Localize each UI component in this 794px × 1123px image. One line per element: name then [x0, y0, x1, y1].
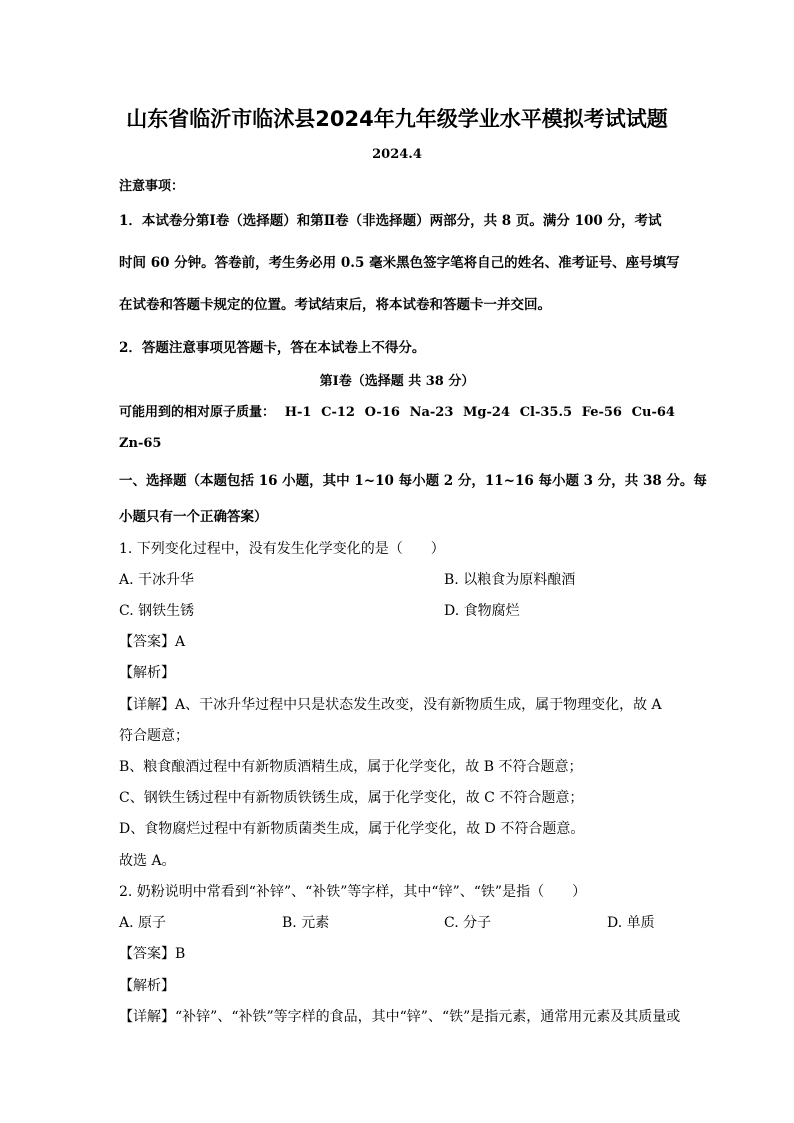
section1-heading: 第Ⅰ卷（选择题 共 38 分）: [319, 374, 475, 389]
notice-item1-line2: 时间 60 分钟。答卷前，考生务必用 0.5 毫米黑色签字笔将自己的姓名、准考证号、座号填写: [119, 255, 680, 271]
q2-answer: 【答案】B: [119, 946, 186, 962]
atomic-mass-na: Na-23: [409, 405, 454, 420]
part1-heading-line2: 小题只有一个正确答案）: [119, 509, 268, 525]
q1-detail-line2: 符合题意；: [119, 728, 189, 744]
q1-option-a: A. 干冰升华: [119, 572, 195, 588]
q2-option-c: C. 分子: [444, 915, 492, 931]
q1-stem: 1. 下列变化过程中，没有发生化学变化的是（ ）: [119, 541, 445, 557]
atomic-mass-zn: Zn-65: [119, 436, 162, 451]
q1-detail-line6: 故选 A。: [119, 853, 176, 869]
q2-stem: 2. 奶粉说明中常看到“补锌”、“补铁”等字样，其中“锌”、“铁”是指（ ）: [119, 884, 587, 900]
notice-heading: 注意事项：: [119, 179, 185, 194]
part1-heading-line1: 一、选择题（本题包括 16 小题，其中 1~10 每小题 2 分，11~16 每小题 3 分，共 38 分。每: [119, 473, 707, 489]
atomic-mass-cl: Cl-35.5: [519, 405, 573, 420]
q1-detail-line1: 【详解】A、干冰升华过程中只是状态发生改变，没有新物质生成，属于物理变化，故 A: [119, 697, 662, 713]
atomic-mass-cu: Cu-64: [631, 405, 675, 420]
atomic-mass-c: C-12: [321, 405, 355, 420]
q1-detail-line4: C、钢铁生锈过程中有新物质铁锈生成，属于化学变化，故 C 不符合题意；: [119, 790, 584, 806]
q1-detail-line5: D、食物腐烂过程中有新物质菌类生成，属于化学变化，故 D 不符合题意。: [119, 821, 585, 837]
notice-item1-line1: 1．本试卷分第Ⅰ卷（选择题）和第Ⅱ卷（非选择题）两部分，共 8 页。满分 100 分，考试: [119, 213, 662, 229]
atomic-mass-line: [119, 403, 675, 423]
atomic-mass-fe: Fe-56: [581, 405, 622, 420]
q1-analysis: 【解析】: [119, 665, 175, 681]
notice-item2: 2．答题注意事项见答题卡，答在本试卷上不得分。: [119, 340, 426, 356]
q2-detail-line1: 【详解】“补锌”、“补铁”等字样的食品，其中“锌”、“铁”是指元素，通常用元素及其质量或: [119, 1009, 681, 1025]
q2-option-b: B. 元素: [282, 915, 330, 931]
q1-detail-line3: B、粮食酿酒过程中有新物质酒精生成，属于化学变化，故 B 不符合题意；: [119, 759, 583, 775]
atomic-mass-o: O-16: [364, 405, 400, 420]
exam-date: 2024.4: [372, 147, 422, 162]
atomic-mass-mg: Mg-24: [463, 405, 511, 420]
q1-option-b: B. 以粮食为原料酿酒: [444, 572, 576, 588]
q1-option-d: D. 食物腐烂: [444, 603, 520, 619]
q1-answer: 【答案】A: [119, 634, 186, 650]
notice-item1-line3: 在试卷和答题卡规定的位置。考试结束后，将本试卷和答题卡一并交回。: [119, 297, 551, 313]
q2-option-a: A. 原子: [119, 915, 167, 931]
exam-title: 山东省临沂市临沭县2024年九年级学业水平模拟考试试题: [126, 107, 668, 131]
q1-option-c: C. 钢铁生锈: [119, 603, 195, 619]
atomic-mass-label: 可能用到的相对原子质量：: [119, 405, 276, 420]
q2-analysis: 【解析】: [119, 978, 175, 994]
atomic-mass-h: H-1: [284, 405, 312, 420]
q2-option-d: D. 单质: [607, 915, 655, 931]
